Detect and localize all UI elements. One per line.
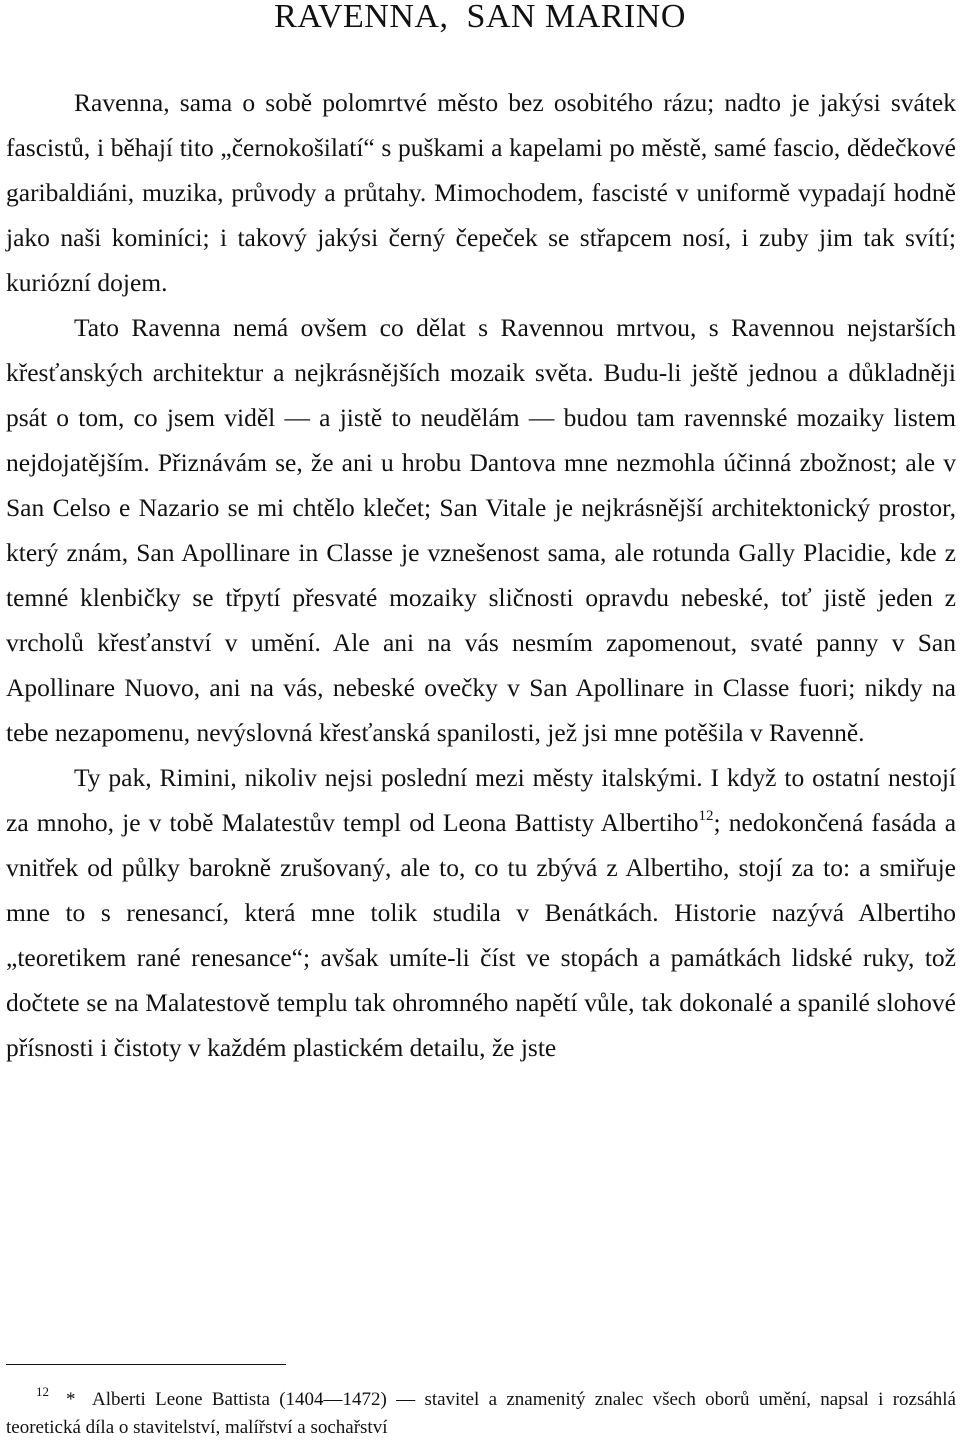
paragraph-3-text-after: ; nedokončená fasáda a vnitřek od půlky barokně zrušovaný, ale to, co tu zbývá z Albertiho, stojí za to: a smiřuje mne to s renesancí, která mne tolik studila v Benátkách. Historie nazývá Albertiho „teoretikem rané renesance“; avšak umíte-li číst ve stopách a památkách lidské ruky, tož dočtete se na Malatestově templu tak ohromného napětí vůle, tak dokonalé a spanilé slohové přísnosti i čistoty v každém plastickém detailu, že jste: [6, 808, 957, 1062]
footnote: 12 * Alberti Leone Battista (1404—1472) — stavitel a znamenitý znalec všech oborů umění, napsal i rozsáhlá teoretická díla o stavitelství, malířství a sochařství: [6, 1384, 956, 1438]
footnote-marker: *: [66, 1389, 76, 1410]
footnote-text: Alberti Leone Battista (1404—1472) — stavitel a znamenitý znalec všech oborů umění, napsal i rozsáhlá teoretická díla o stavitelství, malířství a sochařství: [6, 1389, 956, 1438]
main-text: [6, 80, 956, 1070]
paragraph-3-text-before: Ty pak, Rimini, nikoliv nejsi poslední mezi městy italskými. I když to ostatní nestojí za mnoho, je v tobě Malatestův templ od Leona Battisty Albertiho: [6, 763, 956, 837]
page-title: RAVENNA, SAN MARINO: [274, 0, 686, 35]
paragraph-2: Tato Ravenna nemá ovšem co dělat s Ravennou mrtvou, s Ravennou nejstarších křesťanských architektur a nejkrásnějších mozaik světa. Budu-li ještě jednou a důkladněji psát o tom, co jsem viděl — a jistě to neudělám — budou tam ravennské mozaiky listem nejdojatějším. Přiznávám se, že ani u hrobu Dantova mne nezmohla účinná zbožnost; ale v San Celso e Nazario se mi chtělo klečet; San Vitale je nejkrásnější architektonický prostor, který znám, San Apollinare in Classe je vznešenost sama, ale rotunda Gally Placidie, kde z temné klenbičky se třpytí přesvaté mozaiky sličnosti opravdu nebeské, toť jistě jeden z vrcholů křesťanství v umění. Ale ani na vás nesmím zapomenout, svaté panny v San Apollinare Nuovo, ani na vás, nebeské ovečky v San Apollinare in Classe fuori; nikdy na tebe nezapomenu, nevýslovná křesťanská spanilosti, jež jsi mne potěšila v Ravenně.: [6, 313, 956, 747]
footnote-reference[interactable]: 12: [698, 808, 714, 824]
footnote-separator: [6, 1364, 286, 1365]
paragraph-3: [6, 755, 956, 1070]
paragraph-1: Ravenna, sama o sobě polomrtvé město bez osobitého rázu; nadto je jakýsi svátek fascistů, i běhají tito „černokošilatí“ s puškami a kapelami po městě, samé fascio, dědečkové garibaldiáni, muzika, průvody a průtahy. Mimochodem, fascisté v uniformě vypadají hodně jako naši kominíci; i takový jakýsi černý čepeček se střapcem nosí, i zuby jim tak svítí; kuriózní dojem.: [6, 88, 956, 297]
